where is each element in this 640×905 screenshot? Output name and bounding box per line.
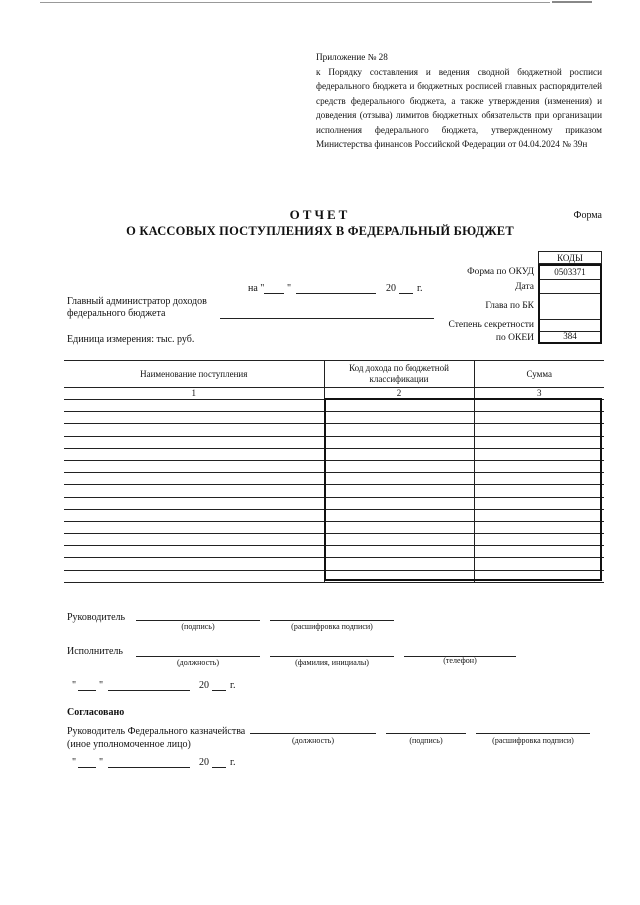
- row-name-cell[interactable]: [64, 497, 324, 509]
- date2-year: 20: [199, 757, 209, 768]
- row-name-cell[interactable]: [64, 570, 324, 582]
- table-row: [64, 473, 604, 485]
- treasury-label-2: (иное уполномоченное лицо): [67, 739, 191, 750]
- codes-header: КОДЫ: [538, 251, 602, 264]
- appendix-text: к Порядку составления и ведения сводной бюджетной росписи федерального бюджета и бюджетных росписей главных распорядителей средств федерального бюджета, а также утверждения (изменения) и доведения (отзыва) лимитов бюджетных обязательств при организации исполнения федерального бюджета, утвержденному приказом Министерства финансов Российской Федерации от 04.04.2024 № 39н: [316, 66, 602, 149]
- row-sum-cell[interactable]: [474, 400, 604, 412]
- date2-day-blank[interactable]: [78, 767, 96, 768]
- colnum-2: 2: [324, 388, 474, 400]
- head-label: Руководитель: [67, 612, 126, 623]
- row-code-cell[interactable]: [324, 436, 474, 448]
- label-secrecy: Степень секретности: [448, 320, 534, 330]
- row-name-cell[interactable]: [64, 424, 324, 436]
- row-code-cell[interactable]: [324, 558, 474, 570]
- appendix-title: Приложение № 28: [316, 52, 388, 62]
- code-okud: 0503371: [540, 266, 600, 280]
- treasury-name-line[interactable]: [476, 733, 590, 734]
- admin-label-1: Главный администратор доходов: [67, 296, 207, 307]
- date2-month-blank[interactable]: [108, 767, 190, 768]
- code-bk: [540, 294, 600, 320]
- date-day-blank[interactable]: [264, 293, 284, 294]
- treasury-hint-position: (должность): [292, 736, 334, 745]
- report-subtitle: О КАССОВЫХ ПОСТУПЛЕНИЯХ В ФЕДЕРАЛЬНЫЙ БЮДЖЕТ: [126, 224, 514, 238]
- row-code-cell[interactable]: [324, 521, 474, 533]
- row-code-cell[interactable]: [324, 509, 474, 521]
- colnum-3: 3: [474, 388, 604, 400]
- table-row: [64, 436, 604, 448]
- table-row: [64, 460, 604, 472]
- top-scan-rule: [0, 0, 640, 4]
- row-sum-cell[interactable]: [474, 436, 604, 448]
- row-name-cell[interactable]: [64, 521, 324, 533]
- treasury-hint-signature: (подпись): [409, 736, 443, 745]
- row-name-cell[interactable]: [64, 412, 324, 424]
- row-name-cell[interactable]: [64, 460, 324, 472]
- code-okei: 384: [563, 331, 577, 341]
- header-sum: Сумма: [474, 361, 604, 388]
- row-code-cell[interactable]: [324, 534, 474, 546]
- table-row: [64, 521, 604, 533]
- date2-quote-close: ": [99, 757, 104, 768]
- date1-year-blank[interactable]: [212, 690, 226, 691]
- codes-box: [538, 264, 602, 344]
- row-sum-cell[interactable]: [474, 509, 604, 521]
- code-date: [540, 280, 600, 294]
- date1-month-blank[interactable]: [108, 690, 190, 691]
- table-row: [64, 424, 604, 436]
- appendix-block: [316, 50, 602, 152]
- row-code-cell[interactable]: [324, 570, 474, 582]
- row-code-cell[interactable]: [324, 412, 474, 424]
- row-sum-cell[interactable]: [474, 473, 604, 485]
- date2-year-blank[interactable]: [212, 767, 226, 768]
- table-row: [64, 400, 604, 412]
- report-title: ОТЧЕТ: [289, 207, 351, 222]
- row-name-cell[interactable]: [64, 473, 324, 485]
- row-sum-cell[interactable]: [474, 460, 604, 472]
- table-row: [64, 534, 604, 546]
- colnum-1: 1: [64, 388, 324, 400]
- row-name-cell[interactable]: [64, 509, 324, 521]
- executor-hint-phone: (телефон): [443, 656, 477, 665]
- row-code-cell[interactable]: [324, 448, 474, 460]
- executor-label: Исполнитель: [67, 646, 123, 657]
- row-code-cell[interactable]: [324, 497, 474, 509]
- executor-hint-position: (должность): [177, 658, 219, 667]
- row-sum-cell[interactable]: [474, 534, 604, 546]
- date1-day-blank[interactable]: [78, 690, 96, 691]
- label-date: Дата: [515, 282, 534, 292]
- row-sum-cell[interactable]: [474, 558, 604, 570]
- treasury-position-line[interactable]: [250, 733, 376, 734]
- executor-hint-name: (фамилия, инициалы): [295, 658, 369, 667]
- receipts-table: [64, 360, 604, 583]
- row-code-cell[interactable]: [324, 473, 474, 485]
- row-sum-cell[interactable]: [474, 424, 604, 436]
- label-okei: по ОКЕИ: [495, 333, 534, 343]
- table-row: [64, 546, 604, 558]
- date1-suffix: г.: [230, 680, 236, 691]
- label-bk: Глава по БК: [485, 301, 534, 311]
- treasury-signature-line[interactable]: [386, 733, 466, 734]
- row-sum-cell[interactable]: [474, 521, 604, 533]
- admin-field-line[interactable]: [220, 318, 434, 319]
- header-code: Код дохода по бюджетной классификации: [324, 361, 474, 388]
- date-year-prefix: 20: [386, 283, 396, 294]
- treasury-label-1: Руководитель Федерального казначейства: [67, 726, 246, 737]
- admin-label-2: федерального бюджета: [67, 308, 166, 319]
- row-name-cell[interactable]: [64, 436, 324, 448]
- date1-year: 20: [199, 680, 209, 691]
- head-signature-line[interactable]: [136, 620, 260, 621]
- table-row: [64, 497, 604, 509]
- row-name-cell[interactable]: [64, 534, 324, 546]
- treasury-hint-name: (расшифровка подписи): [492, 736, 574, 745]
- table-row: [64, 570, 604, 582]
- head-name-line[interactable]: [270, 620, 394, 621]
- agreed-label: Согласовано: [67, 707, 125, 718]
- date1-quote-open: ": [72, 680, 77, 691]
- date-year-suffix: г.: [417, 283, 423, 294]
- date-prefix: на ": [248, 283, 265, 294]
- row-sum-cell[interactable]: [474, 497, 604, 509]
- header-name: Наименование поступления: [64, 361, 324, 388]
- row-code-cell[interactable]: [324, 546, 474, 558]
- table-row: [64, 509, 604, 521]
- row-name-cell[interactable]: [64, 485, 324, 497]
- date1-quote-close: ": [99, 680, 104, 691]
- table-row: [64, 485, 604, 497]
- row-code-cell[interactable]: [324, 460, 474, 472]
- scan-dash: [552, 1, 592, 3]
- head-hint-name: (расшифровка подписи): [291, 622, 373, 631]
- row-sum-cell[interactable]: [474, 448, 604, 460]
- table-row: [64, 558, 604, 570]
- label-okud: Форма по ОКУД: [467, 267, 534, 277]
- row-name-cell[interactable]: [64, 400, 324, 412]
- table-row: [64, 448, 604, 460]
- row-sum-cell[interactable]: [474, 485, 604, 497]
- executor-name-line[interactable]: [270, 656, 394, 657]
- row-code-cell[interactable]: [324, 400, 474, 412]
- date-month-blank[interactable]: [296, 293, 376, 294]
- date-year-blank[interactable]: [399, 293, 413, 294]
- table-row: [64, 412, 604, 424]
- row-name-cell[interactable]: [64, 558, 324, 570]
- date-quote-close: ": [287, 283, 292, 294]
- scan-line: [40, 2, 550, 3]
- row-code-cell[interactable]: [324, 424, 474, 436]
- date2-suffix: г.: [230, 757, 236, 768]
- row-name-cell[interactable]: [64, 448, 324, 460]
- date2-quote-open: ": [72, 757, 77, 768]
- row-code-cell[interactable]: [324, 485, 474, 497]
- form-label: Форма: [573, 210, 602, 221]
- row-name-cell[interactable]: [64, 546, 324, 558]
- head-hint-signature: (подпись): [181, 622, 215, 631]
- row-sum-cell[interactable]: [474, 546, 604, 558]
- row-sum-cell[interactable]: [474, 412, 604, 424]
- unit-label: Единица измерения: тыс. руб.: [67, 334, 195, 345]
- executor-position-line[interactable]: [136, 656, 260, 657]
- row-sum-cell[interactable]: [474, 570, 604, 582]
